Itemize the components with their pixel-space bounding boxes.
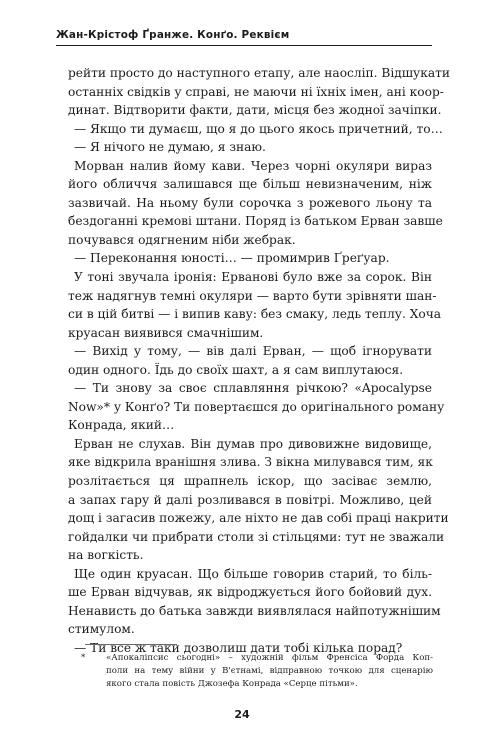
text-line: — Переконання юності… — промимрив Ґреґуар. <box>74 251 390 266</box>
text-line: розлітається ця шрапнель іскор, що засіває землю, <box>68 474 432 489</box>
text-line: Now»* у Конґо? Ти повертаєшся до оригінального роману <box>68 399 445 414</box>
footnote-line: якого стала повість Джозефа Конрада «Серце пітьми». <box>106 679 358 690</box>
page-number: 24 <box>234 708 250 721</box>
text-line: почувався одягненим ніби жебрак. <box>68 232 296 247</box>
text-line: яке відкрила вранішня злива. З вікна милувався тим, як <box>68 455 433 470</box>
text-line: бездоганні кремові штани. Поряд із батьком Ерван завше <box>68 214 443 229</box>
text-line: один одного. Їдь до своїх шахт, а я сам виплутаюся. <box>68 362 404 377</box>
text-line: Ерван не слухав. Він думав про дивовижне видовище, <box>74 436 432 451</box>
text-line: — Ти все ж таки дозволиш дати тобі кілька порад? <box>74 640 403 655</box>
header-rule <box>56 45 432 46</box>
text-line: Морван налив йому кави. Через чорні окуляри вираз <box>74 158 432 173</box>
text-line: його обличчя залишався ще більш невизначеним, ніж <box>68 177 432 192</box>
text-line: зазвичай. На ньому були сорочка з рожевого льону та <box>68 195 432 210</box>
text-line: останніх свідків у справі, не маючи ні їхніх імен, ані коор- <box>68 84 444 99</box>
text-line: У тоні звучала іронія: Ервановi було вже за сорок. Він <box>74 270 432 285</box>
text-line: — Якщо ти думаєш, що я до цього якось причетний, то… <box>74 121 443 136</box>
text-line: — Я нічого не думаю, я знаю. <box>74 140 266 155</box>
text-line: Ненависть до батька завжди виявлялася найпотужнішим <box>68 603 441 618</box>
text-line: круасан виявився смачнішим. <box>68 325 264 340</box>
text-line: на вогкість. <box>68 548 144 563</box>
text-line: гойдалки чи прибрати столи зі стільцями: тут не зважали <box>68 529 445 544</box>
footnote-line: поли на тему війни у В'єтнамі, відправною точкою для сценарію <box>106 666 433 677</box>
text-line: Ще один круасан. Що більше говорив старий, то біль- <box>74 566 432 581</box>
text-line: рейти просто до наступного етапу, але наосліп. Відшукати <box>68 66 450 80</box>
text-line: си в цій битві — і випив каву: без смаку, ледь теплу. Хоча <box>68 307 442 322</box>
footnote-marker: * <box>81 653 86 663</box>
text-line: ше Ерван відчував, як відроджується його бойовий дух. <box>68 585 432 600</box>
footnote-line: «Апокаліпсис сьогодні» – художній фільм Френсіса Форда Коп- <box>106 653 433 663</box>
text-line: дощ і загасив пожежу, але ніхто не дав собі праці накрити <box>68 511 449 526</box>
text-line: — Вихід у тому, — вів далі Ерван, — щоб ігнорувати <box>74 344 432 359</box>
footnote <box>81 652 433 692</box>
text-line: Конрада, який… <box>68 418 175 433</box>
footnote-rule <box>85 644 177 645</box>
text-line: динат. Відтворити факти, дати, місця без жодної зачіпки. <box>68 103 442 118</box>
text-line: теж надягнув темні окуляри — варто бути зрівняти шан- <box>68 288 437 303</box>
text-line: стимулом. <box>68 622 135 637</box>
text-line: — Ти знову за своє сплавляння річкою? «Apocalypse <box>74 381 432 396</box>
running-header: Жан-Крістоф Ґранже. Конґо. Реквієм <box>56 29 290 41</box>
text-line: а запах гару й далі розливався в повітрі. Можливо, цей <box>68 492 432 507</box>
